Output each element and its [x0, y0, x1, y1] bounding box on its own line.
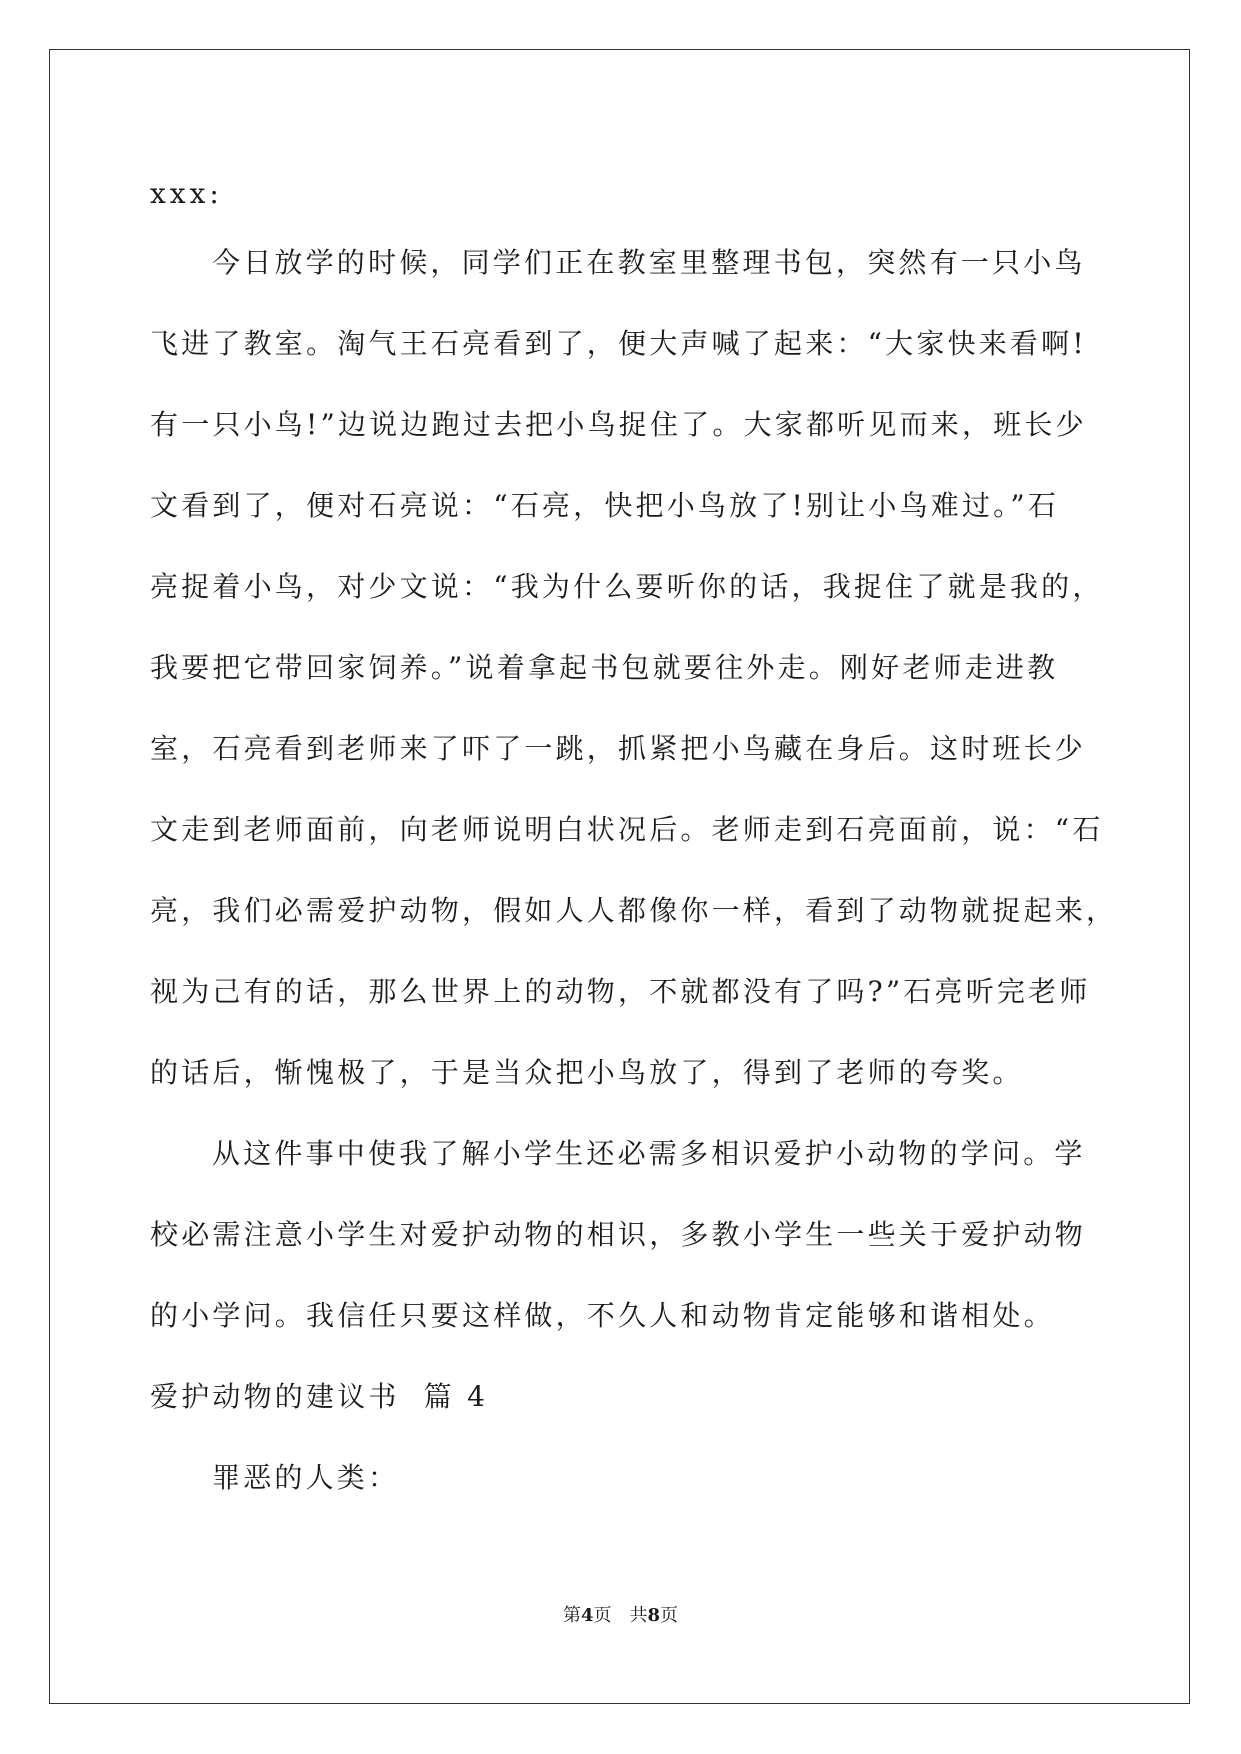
- paragraph-line: 的话后，惭愧极了，于是当众把小鸟放了，得到了老师的夸奖。: [150, 1056, 1024, 1089]
- paragraph-line: 的小学问。我信任只要这样做，不久人和动物肯定能够和谐相处。: [150, 1299, 1055, 1332]
- total-prefix: 共: [629, 1605, 648, 1626]
- paragraph-line: 校必需注意小学生对爱护动物的相识，多教小学生一些关于爱护动物: [150, 1218, 1087, 1251]
- page-footer: [0, 1601, 1241, 1627]
- paragraph-line: 亮捉着小鸟，对少文说：“我为什么要听你的话，我捉住了就是我的，: [150, 570, 1104, 603]
- paragraph-1: [150, 222, 1118, 1113]
- paragraph-line: 亮，我们必需爱护动物，假如人人都像你一样，看到了动物就捉起来，: [150, 894, 1118, 927]
- paragraph-line: 文走到老师面前，向老师说明白状况后。老师走到石亮面前，说：“石: [150, 813, 1104, 846]
- current-page-number: 4: [580, 1605, 594, 1626]
- paragraph-line: 室，石亮看到老师来了吓了一跳，抓紧把小鸟藏在身后。这时班长少: [150, 732, 1087, 765]
- paragraph-line: 有一只小鸟!”边说边跑过去把小鸟捉住了。大家都听见而来，班长少: [150, 408, 1087, 441]
- next-salutation: 罪恶的人类：: [212, 1461, 400, 1494]
- page-prefix: 第: [562, 1605, 581, 1626]
- paragraph-line: 从这件事中使我了解小学生还必需多相识爱护小动物的学问。学: [212, 1137, 1086, 1170]
- paragraph-line: 我要把它带回家饲养。”说着拿起书包就要往外走。刚好老师走进教: [150, 651, 1059, 684]
- paragraph-2: [150, 1113, 1090, 1356]
- total-pages-number: 8: [647, 1605, 661, 1626]
- paragraph-line: 今日放学的时候，同学们正在教室里整理书包，突然有一只小鸟: [212, 246, 1086, 279]
- section-heading: 爱护动物的建议书 篇 4: [150, 1380, 489, 1413]
- total-suffix: 页: [660, 1605, 679, 1626]
- paragraph-line: 飞进了教室。淘气王石亮看到了，便大声喊了起来：“大家快来看啊!: [150, 327, 1087, 360]
- paragraph-line: 视为己有的话，那么世界上的动物，不就都没有了吗?”石亮听完老师: [150, 975, 1091, 1008]
- salutation: xxx:: [150, 177, 223, 210]
- page-suffix: 页: [593, 1605, 612, 1626]
- paragraph-line: 文看到了，便对石亮说：“石亮，快把小鸟放了!别让小鸟难过。”石: [150, 489, 1060, 522]
- document-body: [150, 165, 1118, 1518]
